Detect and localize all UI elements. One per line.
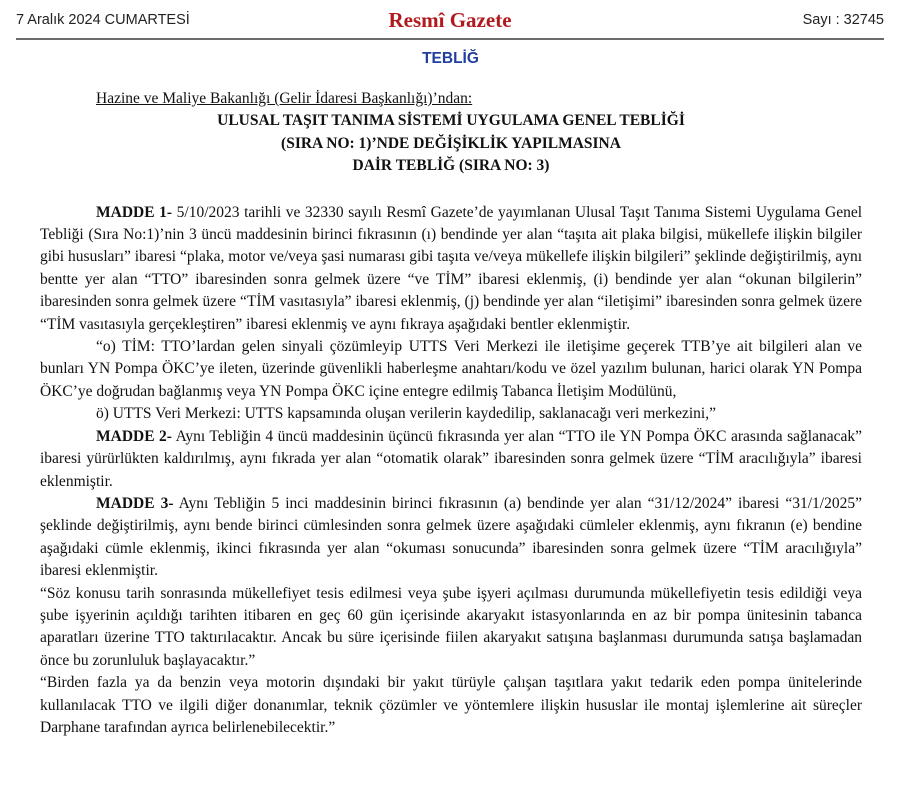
article-2-label: MADDE 2- <box>96 427 172 445</box>
issue-date: 7 Aralık 2024 CUMARTESİ <box>16 12 190 28</box>
gazette-header <box>16 8 884 40</box>
title-line: ULUSAL TAŞIT TANIMA SİSTEMİ UYGULAMA GENEL TEBLİĞİ <box>217 112 685 130</box>
article-3 <box>40 493 862 583</box>
title-line: (SIRA NO: 1)’NDE DEĞİŞİKLİK YAPILMASINA <box>281 134 621 152</box>
article-2-text: Aynı Tebliğin 4 üncü maddesinin üçüncü fıkrasında yer alan “TTO ile YN Pompa ÖKC arasında sağlanacak” ibaresi yürürlükten kaldırılmış, aynı fıkrada yer alan “otomatik olarak” ibaresinden sonra gelmek üzere “TİM aracılığıyla” ibaresi eklenmiştir. <box>40 427 862 490</box>
title-line: DAİR TEBLİĞ (SIRA NO: 3) <box>352 157 550 175</box>
article-3-quote-1: “Söz konusu tarih sonrasında mükellefiyet tesis edilmesi veya şube işyeri açılması durumunda mükellefiyetin tesis edildiği veya şube işyerinin açıldığı tarihten itibaren en geç 60 gün içerisinde akaryakıt istasyonlarında en az bir pompa ünitesinin tabanca aparatları üzerine TTO taktırılacaktır. Ancak bu süre içerisinde fiilen akaryakıt satışına başlanması durumunda satışa başlamadan önce bu zorunluluk başlayacaktır.” <box>40 584 862 669</box>
article-1-item-o: “o) TİM: TTO’lardan gelen sinyali çözümleyip UTTS Veri Merkezi ile iletişime geçerek TTB’ye ait bilgileri alan ve bunları YN Pompa ÖKC’ye ileten, üzerinde güvenlikli haberleşme anahtarı/kodu ve özel yazılım bulunan, harici olarak YN Pompa ÖKC’ye doğrudan bağlanmış veya YN Pompa ÖKC içine entegre edilmiş Tabanca İletişim Modülünü, <box>40 338 862 400</box>
article-3-text: Aynı Tebliğin 5 inci maddesinin birinci fıkrasının (a) bendinde yer alan “31/12/2024” ibaresi “31/1/2025” şeklinde değiştirilmiş, aynı bende birinci cümlesinden sonra gelmek üzere aşağıdaki cümleler eklenmiş, aynı fıkranın (e) bendine aşağıdaki cümle eklenmiş, ikinci fıkrasında yer alan “okuması sonucunda” ibaresinden sonra gelmek üzere “TİM aracılığıyla” ibaresi eklenmiştir. <box>40 494 862 580</box>
article-3-label: MADDE 3- <box>96 494 174 512</box>
article-1-text: 5/10/2023 tarihli ve 32330 sayılı Resmî Gazete’de yayımlanan Ulusal Taşıt Tanıma Sistemi Uygulama Genel Tebliği (Sıra No:1)’nin 3 üncü maddesinin birinci fıkrasının (ı) bendinde yer alan “taşıta ait plaka bilgisi, mükellefe ilişkin bilgiler gibi hususları” ibaresi “plaka, motor ve/veya şasi numarası gibi taşıta ve/veya mükellefe ilişkin bilgileri” şeklinde değiştirilmiş, aynı bentte yer alan “TTO” ibaresinden sonra gelmek üzere “ve TİM” ibaresi eklenmiş, (i) bendinde yer alan “okunan bilgilerin” ibaresinden sonra gelmek üzere “TİM vasıtasıyla” ibaresi eklenmiş, (j) bendinde yer alan “iletişimi” ibaresinden sonra gelmek üzere “TİM vasıtasıyla gerçekleştiren” ibaresi eklenmiş ve aynı fıkraya aşağıdaki bentler eklenmiştir. <box>40 203 863 333</box>
article-2 <box>40 426 862 493</box>
issuing-authority: Hazine ve Maliye Bakanlığı (Gelir İdaresi Başkanlığı)’ndan: <box>96 90 473 107</box>
article-3-quote-2: “Birden fazla ya da benzin veya motorin dışındaki bir yakıt türüyle çalışan taşıtlara yakıt tedarik eden pompa ünitelerinde kullanılacak TTO ve ilgili diğer donanımlar, teknik çözümler ve yöntemlere ilişkin hususlar ile montaj işlemlerine ait süreçler Darphane tarafından ayrıca belirlenebilecektir.” <box>40 674 862 736</box>
article-1-label: MADDE 1- <box>96 203 173 221</box>
publication-title: Resmî Gazete <box>388 8 512 32</box>
issue-number: Sayı : 32745 <box>802 12 884 28</box>
spacer <box>40 178 862 202</box>
article-1-item-oe: ö) UTTS Veri Merkezi: UTTS kapsamında oluşan verilerin kaydedilip, saklanacağı veri merkezini,” <box>96 405 716 423</box>
section-heading: TEBLİĞ <box>422 50 479 67</box>
article-1 <box>40 202 862 336</box>
document-body <box>40 88 862 739</box>
